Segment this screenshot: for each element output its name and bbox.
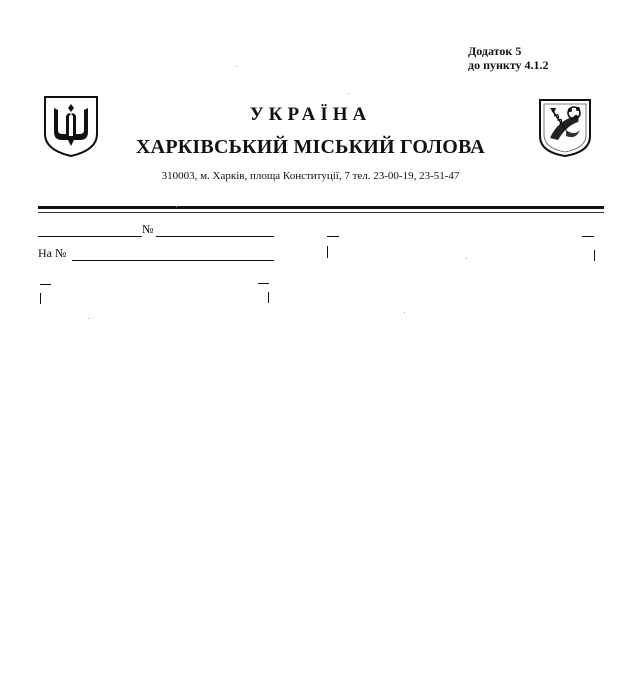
mayor-title: ХАРКІВСЬКИЙ МІСЬКИЙ ГОЛОВА <box>136 136 485 158</box>
outgoing-number-line <box>156 236 274 237</box>
header-divider-thin <box>38 212 604 213</box>
scan-speck <box>176 206 177 207</box>
reply-number-label: На № <box>38 246 67 260</box>
outgoing-date-line <box>38 236 142 237</box>
header-divider-thick <box>38 206 604 209</box>
annex-note <box>468 44 549 72</box>
reply-number-field[interactable] <box>38 247 274 261</box>
scan-speck <box>404 312 405 313</box>
addressee-corner-right-stem <box>594 250 595 261</box>
scan-speck <box>466 258 467 259</box>
addressee-corner-top-right <box>582 236 594 237</box>
annex-line-1: Додаток 5 <box>468 44 522 58</box>
addressee-corner-top-left <box>327 236 339 237</box>
outgoing-number-field[interactable] <box>38 223 274 237</box>
reply-number-line <box>72 260 274 261</box>
subject-corner-left-stem <box>40 293 41 304</box>
office-address: 310003, м. Харків, площа Конституції, 7 тел. 23-00-19, 23-51-47 <box>161 170 460 182</box>
subject-corner-top-left <box>40 284 51 285</box>
country-title: УКРАЇНА <box>249 104 372 125</box>
scan-speck <box>236 66 237 67</box>
annex-line-2: до пункту 4.1.2 <box>468 58 549 72</box>
addressee-corner-left-stem <box>327 246 328 258</box>
scan-speck <box>348 93 349 94</box>
scan-speck <box>88 318 89 319</box>
subject-corner-right-stem <box>268 292 269 303</box>
subject-corner-top-right <box>258 283 269 284</box>
number-label: № <box>142 222 154 236</box>
